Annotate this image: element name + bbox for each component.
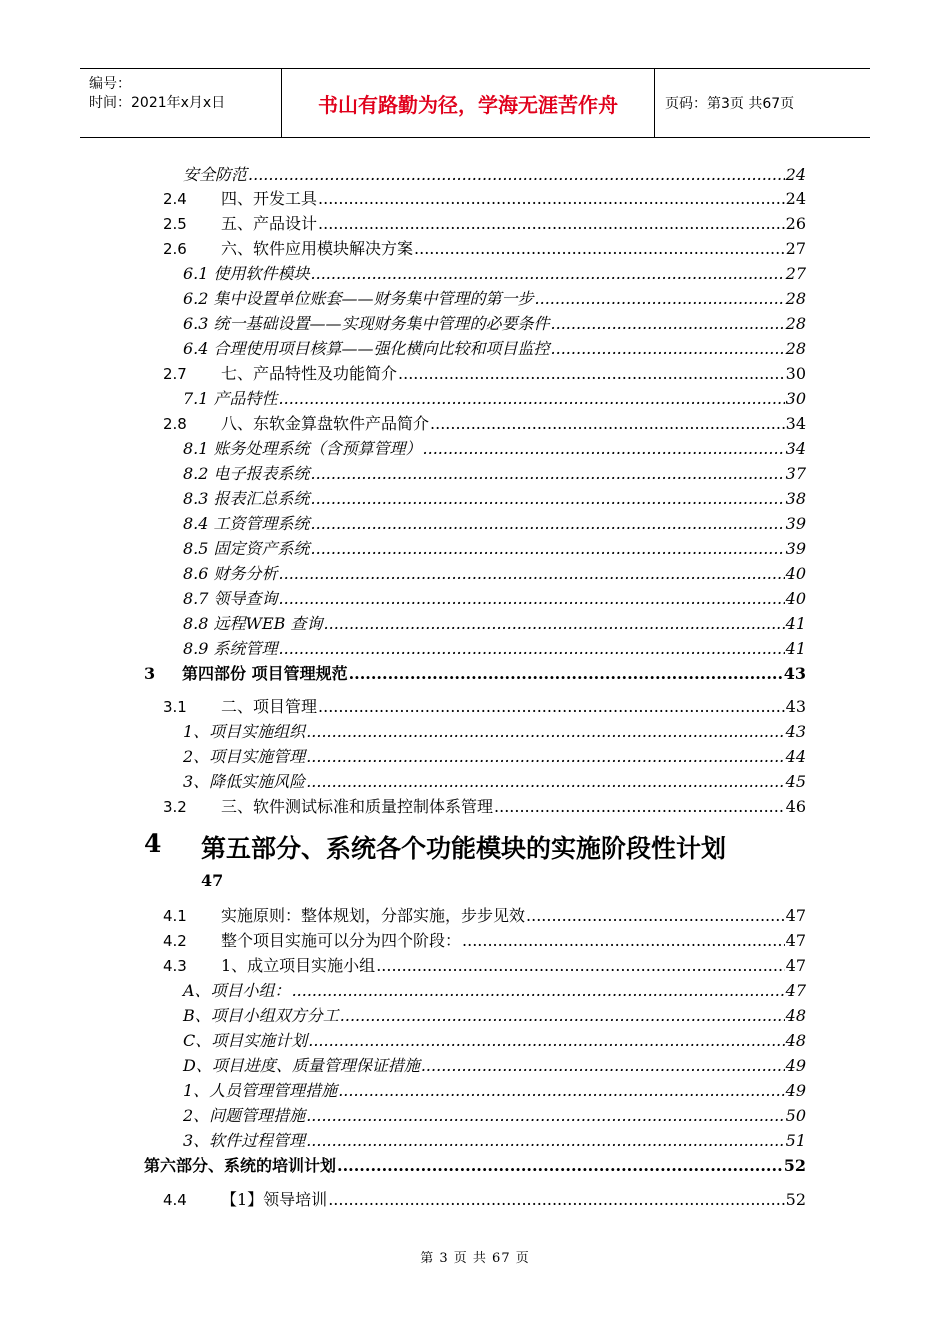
time-label: 时间：2021年x月x日	[89, 95, 226, 111]
toc-entry-number: 3.2	[163, 798, 187, 816]
toc-entry-page: 48	[785, 1031, 806, 1050]
toc-entry[interactable]	[183, 719, 806, 742]
toc-leader-dots	[279, 639, 785, 658]
toc-entry[interactable]	[183, 162, 806, 185]
toc-entry-title: B、项目小组双方分工	[183, 1006, 339, 1025]
toc-leader-dots	[337, 1156, 783, 1175]
toc-entry-title: 安全防范	[183, 165, 248, 184]
toc-entry-number: 4.1	[163, 907, 187, 925]
toc-entry[interactable]	[163, 186, 806, 209]
toc-entry-title: 实施原则：整体规划，分部实施，步步见效	[221, 906, 526, 925]
toc-entry-page: 41	[785, 639, 806, 658]
toc-entry-page: 40	[785, 589, 806, 608]
toc-entry-page: 52	[783, 1156, 806, 1175]
toc-entry-title: 八、东软金算盘软件产品简介	[221, 414, 430, 433]
toc-leader-dots	[318, 214, 785, 233]
toc-leader-dots	[551, 314, 785, 333]
toc-leader-dots	[414, 239, 785, 258]
toc-entry-title: 二、项目管理	[221, 697, 318, 716]
toc-entry-title: 第五部分、系统各个功能模块的实施阶段性计划	[201, 834, 727, 863]
toc-entry-page: 27	[785, 264, 806, 283]
toc-entry-page: 49	[785, 1056, 806, 1075]
toc-entry-title: C、项目实施计划	[183, 1031, 308, 1050]
toc-entry-page: 44	[785, 747, 806, 766]
toc-leader-dots	[318, 189, 785, 208]
toc-entry-page: 24	[785, 189, 806, 208]
toc-leader-dots	[551, 339, 785, 358]
toc-entry-page: 43	[783, 664, 806, 683]
toc-entry-page: 28	[785, 314, 806, 333]
toc-entry-page: 43	[785, 722, 806, 741]
toc-entry-number: 2.6	[163, 240, 187, 258]
toc-entry-page: 39	[785, 514, 806, 533]
toc-entry[interactable]	[183, 1103, 806, 1126]
toc-leader-dots	[306, 747, 784, 766]
toc-entry-title: A、项目小组：	[183, 981, 291, 1000]
toc-entry-page: 50	[785, 1106, 806, 1125]
toc-entry-page: 43	[785, 697, 806, 716]
toc-leader-dots	[306, 772, 784, 791]
toc-leader-dots	[430, 414, 785, 433]
toc-entry-title: 8.1 账务处理系统（含预算管理）	[183, 439, 422, 458]
page-header	[80, 68, 870, 138]
toc-entry[interactable]	[144, 829, 806, 890]
toc-leader-dots	[421, 1056, 785, 1075]
toc-entry-page: 30	[785, 389, 806, 408]
toc-entry-title: 7.1 产品特性	[183, 389, 278, 408]
toc-entry-title: 2、项目实施管理	[183, 747, 306, 766]
toc-entry[interactable]	[183, 1003, 806, 1026]
toc-entry-title: 整个项目实施可以分为四个阶段：	[221, 931, 462, 950]
toc-entry-page: 28	[785, 339, 806, 358]
toc-entry[interactable]	[183, 311, 806, 334]
toc-entry-number: 4	[144, 829, 162, 858]
toc-entry-number: 4.3	[163, 957, 187, 975]
toc-leader-dots	[338, 1081, 784, 1100]
toc-entry-page: 24	[785, 165, 806, 184]
toc-leader-dots	[311, 264, 785, 283]
toc-entry[interactable]	[183, 261, 806, 284]
toc-entry[interactable]	[183, 486, 806, 509]
toc-entry-page: 34	[785, 414, 806, 433]
toc-leader-dots	[279, 564, 785, 583]
toc-leader-dots	[311, 514, 785, 533]
toc-entry[interactable]	[183, 744, 806, 767]
toc-entry[interactable]	[183, 386, 806, 409]
toc-entry[interactable]	[163, 953, 806, 976]
toc-entry-page: 51	[785, 1131, 806, 1150]
toc-entry[interactable]	[183, 1053, 806, 1076]
toc-leader-dots	[535, 289, 785, 308]
toc-entry-page: 27	[785, 239, 806, 258]
toc-entry-number: 2.5	[163, 215, 187, 233]
toc-entry[interactable]	[163, 1187, 806, 1210]
toc-entry-page: 37	[785, 464, 806, 483]
toc-entry-title: 四、开发工具	[221, 189, 318, 208]
toc-entry[interactable]	[183, 586, 806, 609]
toc-entry-page: 26	[785, 214, 806, 233]
toc-leader-dots	[462, 931, 785, 950]
toc-entry-title: 三、软件测试标准和质量控制体系管理	[221, 797, 494, 816]
toc-entry-title: 6.1 使用软件模块	[183, 264, 310, 283]
toc-entry-page: 40	[785, 564, 806, 583]
toc-entry-title: 8.5 固定资产系统	[183, 539, 310, 558]
toc-entry-page: 34	[785, 439, 806, 458]
toc-leader-dots	[279, 389, 785, 408]
toc-leader-dots	[340, 1006, 785, 1025]
toc-entry-page: 45	[785, 772, 806, 791]
number-label: 编号：	[89, 76, 131, 92]
toc-entry-title: 七、产品特性及功能简介	[221, 364, 398, 383]
toc-leader-dots	[349, 664, 783, 683]
toc-entry-page: 30	[785, 364, 806, 383]
toc-entry-title: 1、项目实施组织	[183, 722, 306, 741]
toc-entry[interactable]	[183, 536, 806, 559]
toc-entry[interactable]	[183, 436, 806, 459]
toc-entry-title: 1、人员管理管理措施	[183, 1081, 338, 1100]
toc-entry-title: 六、软件应用模块解决方案	[221, 239, 414, 258]
toc-leader-dots	[306, 1106, 784, 1125]
toc-leader-dots	[248, 165, 785, 184]
toc-entry[interactable]	[144, 661, 806, 684]
toc-leader-dots	[311, 539, 785, 558]
toc-entry-number: 2.4	[163, 190, 187, 208]
toc-entry-page: 47	[785, 956, 806, 975]
toc-entry-title: 6.2 集中设置单位账套——财务集中管理的第一步	[183, 289, 534, 308]
toc-entry[interactable]	[163, 903, 806, 926]
toc-entry-page: 28	[785, 289, 806, 308]
toc-entry-number: 4.2	[163, 932, 187, 950]
toc-entry-page: 47	[785, 906, 806, 925]
toc-entry[interactable]	[183, 1078, 806, 1101]
toc-leader-dots	[494, 797, 785, 816]
toc-entry[interactable]	[163, 928, 806, 951]
toc-entry[interactable]	[163, 236, 806, 259]
toc-leader-dots	[376, 956, 784, 975]
header-page-info: 页码：第3页 共67页	[665, 96, 795, 112]
toc-entry[interactable]	[183, 561, 806, 584]
toc-entry[interactable]	[163, 211, 806, 234]
toc-entry[interactable]	[183, 1028, 806, 1051]
toc-leader-dots	[306, 1131, 784, 1150]
toc-entry-page: 38	[785, 489, 806, 508]
toc-entry-title: 3、降低实施风险	[183, 772, 306, 791]
toc-entry-title: 3、软件过程管理	[183, 1131, 306, 1150]
toc-entry-title: 1、成立项目实施小组	[221, 956, 376, 975]
toc-leader-dots	[328, 1190, 784, 1209]
toc-entry[interactable]	[183, 286, 806, 309]
toc-entry-number: 3.1	[163, 698, 187, 716]
toc-entry[interactable]	[163, 411, 806, 434]
toc-leader-dots	[292, 981, 785, 1000]
header-meta	[80, 69, 282, 137]
toc-entry-title: 8.9 系统管理	[183, 639, 278, 658]
toc-entry[interactable]	[183, 978, 806, 1001]
toc-entry-number: 3	[144, 664, 156, 683]
toc-entry-title: 8.8 远程WEB 查询	[183, 614, 323, 633]
toc-entry-title: 第四部份 项目管理规范	[182, 664, 348, 683]
toc-entry-title: 8.2 电子报表系统	[183, 464, 310, 483]
toc-entry-page: 49	[785, 1081, 806, 1100]
toc-leader-dots	[279, 589, 785, 608]
toc-entry-title: 6.4 合理使用项目核算——强化横向比较和项目监控	[183, 339, 550, 358]
toc-entry[interactable]	[163, 794, 806, 817]
toc-entry-title: 五、产品设计	[221, 214, 318, 233]
toc-entry[interactable]	[163, 361, 806, 384]
toc-leader-dots	[308, 1031, 784, 1050]
toc-entry-title: 8.4 工资管理系统	[183, 514, 310, 533]
toc-entry[interactable]	[144, 1153, 806, 1176]
toc-leader-dots	[398, 364, 785, 383]
toc-entry[interactable]	[183, 461, 806, 484]
toc-leader-dots	[311, 489, 785, 508]
toc-entry-title: D、项目进度、质量管理保证措施	[183, 1056, 420, 1075]
toc-entry-title: 8.6 财务分析	[183, 564, 278, 583]
toc-entry-number: 4.4	[163, 1191, 187, 1209]
toc-entry-page: 47	[785, 981, 806, 1000]
toc-entry-page: 47	[201, 871, 224, 890]
toc-entry-page: 48	[785, 1006, 806, 1025]
header-motto: 书山有路勤为径，学海无涯苦作舟	[282, 69, 655, 137]
toc-entry[interactable]	[163, 694, 806, 717]
toc-entry[interactable]	[183, 769, 806, 792]
toc-leader-dots	[526, 906, 785, 925]
toc-entry-title: 8.7 领导查询	[183, 589, 278, 608]
toc-leader-dots	[311, 464, 785, 483]
toc-entry[interactable]	[183, 1128, 806, 1151]
toc-entry[interactable]	[183, 336, 806, 359]
toc-entry-page: 39	[785, 539, 806, 558]
toc-entry-title: 2、问题管理措施	[183, 1106, 306, 1125]
toc-entry[interactable]	[183, 636, 806, 659]
toc-entry[interactable]	[183, 511, 806, 534]
toc-entry-title: 第六部分、系统的培训计划	[144, 1156, 337, 1175]
toc-entry-page: 52	[785, 1190, 806, 1209]
toc-entry-page: 46	[785, 797, 806, 816]
toc-leader-dots	[318, 697, 785, 716]
toc-entry-page: 47	[785, 931, 806, 950]
toc-entry-page: 41	[785, 614, 806, 633]
toc-entry-title: 8.3 报表汇总系统	[183, 489, 310, 508]
toc-entry-title: 6.3 统一基础设置——实现财务集中管理的必要条件	[183, 314, 550, 333]
toc-entry-number: 2.7	[163, 365, 187, 383]
toc-leader-dots	[306, 722, 784, 741]
page-footer: 第 3 页 共 67 页	[420, 1251, 530, 1266]
toc-leader-dots	[423, 439, 785, 458]
toc-entry[interactable]	[183, 611, 806, 634]
toc-entry-number: 2.8	[163, 415, 187, 433]
toc-entry-title: 【1】领导培训	[221, 1190, 328, 1209]
toc-leader-dots	[324, 614, 785, 633]
